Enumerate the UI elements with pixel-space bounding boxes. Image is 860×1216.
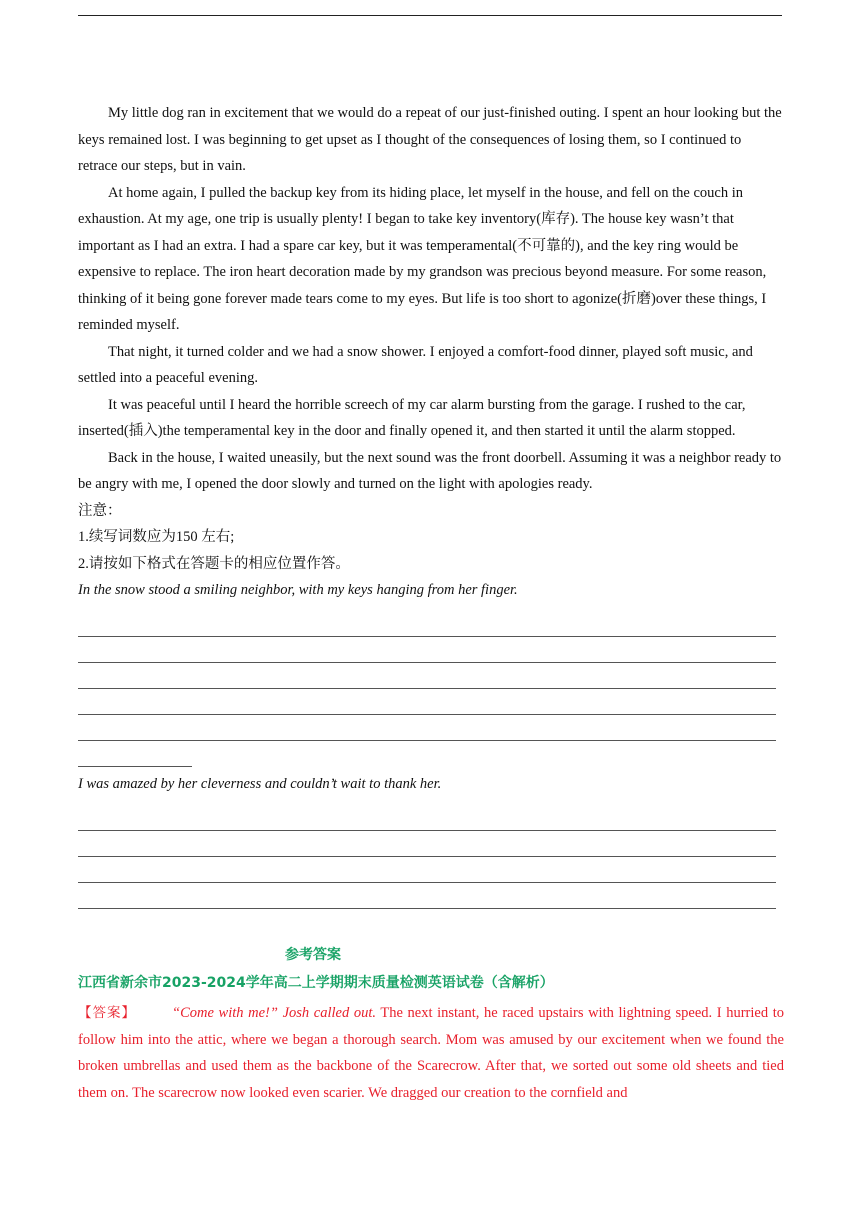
writing-line (78, 831, 776, 857)
top-rule (78, 15, 782, 16)
writing-lines-1 (78, 611, 782, 767)
writing-line (78, 883, 776, 909)
writing-line (78, 637, 776, 663)
writing-line (78, 611, 776, 637)
notes-heading: 注意： (78, 502, 122, 519)
writing-line-short (78, 741, 192, 767)
prompt-2: I was amazed by her cleverness and couldn’t wait to thank her. (78, 776, 442, 792)
writing-lines-2 (78, 805, 782, 909)
answer-section-title: 参考答案 (285, 947, 341, 963)
paragraph-1: My little dog ran in excitement that we would do a repeat of our just-finished outing. I spent an hour looking but the keys remained lost. I was beginning to get upset as I thought of the consequences of losing them, so I continued to retrace our steps, but in vain. (78, 105, 782, 174)
paragraph-3: That night, it turned colder and we had a snow shower. I enjoyed a comfort-food dinner, played soft music, and settled into a peaceful evening. (78, 343, 753, 386)
answer-body: The next instant, he raced upstairs with lightning speed. I hurried to follow him into the attic, where we began a thorough search. Mom was amused by our excitement when we found the broken umbrellas and used them as the backbone of the Scarecrow. After that, we sorted out some old sheets and tied them on. The scarecrow now looked even scarier. We dragged our creation to the cornfield and (78, 1005, 784, 1101)
writing-line (78, 663, 776, 689)
answer-source: 江西省新余市2023-2024学年高二上学期期末质量检测英语试卷（含解析） (78, 975, 554, 991)
answer-quote: “Come with me!” Josh called out. (172, 1005, 376, 1021)
writing-line (78, 715, 776, 741)
document-body (78, 100, 782, 909)
notes-item-2: 2.请按如下格式在答题卡的相应位置作答。 (78, 555, 350, 572)
answer-text (78, 1000, 784, 1106)
paragraph-2: At home again, I pulled the backup key from its hiding place, let myself in the house, and fell on the couch in exhaustion. At my age, one trip is usually plenty! I began to take key inventory(库存). The house key wasn’t that important as I had an extra. I had a spare car key, but it was temperamental(不可靠的), and the key ring would be expensive to replace. The iron heart decoration made by my grandson was precious beyond measure. For some reason, thinking of it being gone forever made tears come to my eyes. But life is too short to agonize(折磨)over these things, I reminded myself. (78, 184, 767, 333)
notes-item-1: 1.续写词数应为150 左右; (78, 529, 235, 545)
writing-line (78, 805, 776, 831)
writing-line (78, 857, 776, 883)
writing-line (78, 689, 776, 715)
prompt-1: In the snow stood a smiling neighbor, with my keys hanging from her finger. (78, 582, 518, 598)
paragraph-5: Back in the house, I waited uneasily, but the next sound was the front doorbell. Assuming it was a neighbor ready to be angry with me, I opened the door slowly and turned on the light with apologies ready. (78, 449, 782, 492)
paragraph-4: It was peaceful until I heard the horrible screech of my car alarm bursting from the garage. I rushed to the car, inserted(插入)the temperamental key in the door and finally opened it, and then started it until the alarm stopped. (78, 396, 746, 439)
answer-tag: 【答案】 (78, 1005, 137, 1021)
